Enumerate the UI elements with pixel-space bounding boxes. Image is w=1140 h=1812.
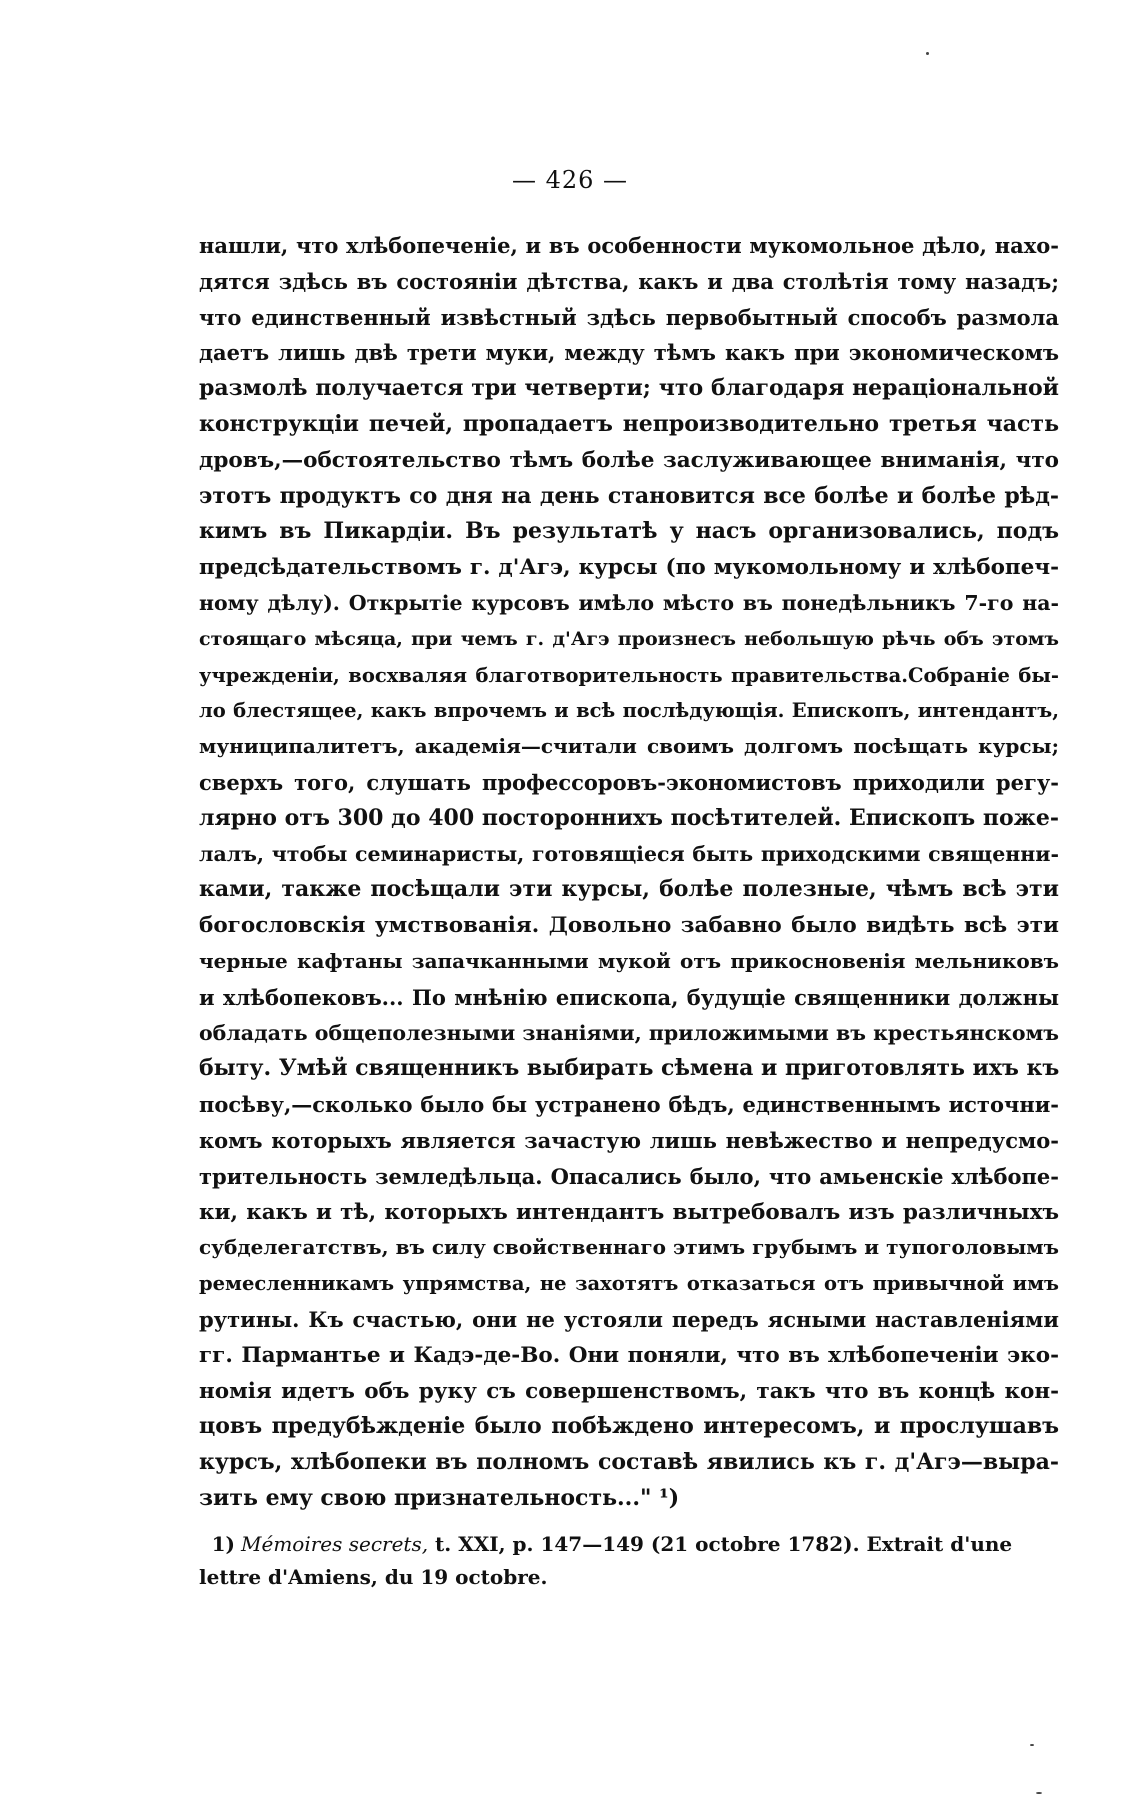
- print-speck: [1036, 1792, 1042, 1794]
- footnote-source-title: Mémoires secrets,: [241, 1532, 429, 1556]
- page-number: — 426 —: [511, 166, 629, 194]
- text-line: дровъ,—обстоятельство тѣмъ болѣе заслуживающее вниманія, что: [199, 447, 1059, 473]
- text-line: ремесленникамъ упрямства, не захотятъ отказаться отъ привычной имъ: [199, 1272, 1059, 1296]
- text-line-last: зить ему свою признательность..." ¹): [199, 1484, 680, 1511]
- text-line: размолѣ получается три четверти; что благодаря нераціональной: [199, 375, 1059, 402]
- print-speck: [926, 52, 929, 55]
- print-speck: [1030, 1744, 1034, 1746]
- text-line: лалъ, чтобы семинаристы, готовящіеся быть приходскими священни-: [199, 841, 1059, 866]
- text-line: черные кафтаны запачканными мукой отъ прикосновенія мельниковъ: [199, 948, 1059, 973]
- text-line: лярно отъ 300 до 400 постороннихъ посѣтителей. Епископъ поже-: [199, 804, 1059, 831]
- text-line: ками, также посѣщали эти курсы, болѣе полезные, чѣмъ всѣ эти: [199, 876, 1059, 903]
- footnote-line: [199, 1528, 1059, 1561]
- text-line: комъ которыхъ является зачастую лишь невѣжество и непредусмо-: [199, 1127, 1059, 1153]
- text-line: посѣву,—сколько было бы устранено бѣдъ, единственнымъ источни-: [199, 1092, 1059, 1118]
- text-line: рутины. Къ счастью, они не устояли передъ ясными наставленіями: [199, 1306, 1059, 1332]
- text-line: номія идетъ объ руку съ совершенствомъ, такъ что въ концѣ кон-: [199, 1378, 1059, 1404]
- body-text: [199, 228, 1059, 1517]
- footnote-marker: 1): [211, 1532, 235, 1556]
- text-line: ки, какъ и тѣ, которыхъ интендантъ вытребовалъ изъ различныхъ: [199, 1199, 1059, 1225]
- text-line: учрежденіи, восхваляя благотворительность правительства.Собраніе бы-: [199, 663, 1059, 687]
- text-line: стоящаго мѣсяца, при чемъ г. д'Агэ произнесъ небольшую рѣчь объ этомъ: [199, 627, 1059, 650]
- footnote-citation: t. XXI, p. 147—149 (21 octobre 1782). Extrait d'une: [428, 1532, 1013, 1556]
- text-line: курсъ, хлѣбопеки въ полномъ составѣ явились къ г. д'Агэ—выра-: [199, 1449, 1059, 1476]
- text-line: дятся здѣсь въ состояніи дѣтства, какъ и два столѣтія тому назадъ;: [199, 268, 1059, 294]
- text-line: ло блестящее, какъ впрочемъ и всѣ послѣдующія. Епископъ, интендантъ,: [199, 699, 1059, 723]
- text-line: трительность земледѣльца. Опасались было, что амьенскіе хлѣбопе-: [199, 1163, 1059, 1189]
- text-line: богословскія умствованія. Довольно забавно было видѣть всѣ эти: [199, 913, 1059, 939]
- text-line: нашли, что хлѣбопеченіе, и въ особенности мукомольное дѣло, нахо-: [199, 233, 1059, 258]
- text-line: ному дѣлу). Открытіе курсовъ имѣло мѣсто въ понедѣльникъ 7-го на-: [199, 590, 1059, 615]
- text-line: даетъ лишь двѣ трети муки, между тѣмъ какъ при экономическомъ: [199, 340, 1059, 366]
- text-line: муниципалитетъ, академія—считали своимъ долгомъ посѣщать курсы;: [199, 734, 1059, 759]
- footnote-line: lettre d'Amiens, du 19 octobre.: [199, 1565, 548, 1589]
- text-line: этотъ продуктъ со дня на день становится все болѣе и болѣе рѣд-: [199, 482, 1059, 509]
- text-line: обладать общеполезными знаніями, приложимыми въ крестьянскомъ: [199, 1020, 1059, 1045]
- text-line: сверхъ того, слушать профессоровъ-экономистовъ приходили регу-: [199, 769, 1059, 795]
- footnote: [199, 1528, 1059, 1594]
- text-line: предсѣдательствомъ г. д'Агэ, курсы (по мукомольному и хлѣбопеч-: [199, 555, 1059, 581]
- text-line: субделегатствъ, въ силу свойственнаго этимъ грубымъ и тупоголовымъ: [199, 1235, 1059, 1260]
- text-line: кимъ въ Пикардіи. Въ результатѣ у насъ организовались, подъ: [199, 518, 1059, 545]
- text-line: что единственный извѣстный здѣсь первобытный способъ размола: [199, 304, 1059, 330]
- text-line: быту. Умѣй священникъ выбирать сѣмена и приготовлять ихъ къ: [199, 1055, 1059, 1082]
- text-line: гг. Пармантье и Кадэ-де-Во. Они поняли, что въ хлѣбопеченіи эко-: [199, 1342, 1059, 1368]
- text-line: цовъ предубѣжденіе было побѣждено интересомъ, и прослушавъ: [199, 1413, 1059, 1440]
- text-line: конструкціи печей, пропадаетъ непроизводительно третья часть: [199, 410, 1059, 437]
- text-line: и хлѣбопековъ... По мнѣнію епископа, будущіе священники должны: [199, 984, 1059, 1010]
